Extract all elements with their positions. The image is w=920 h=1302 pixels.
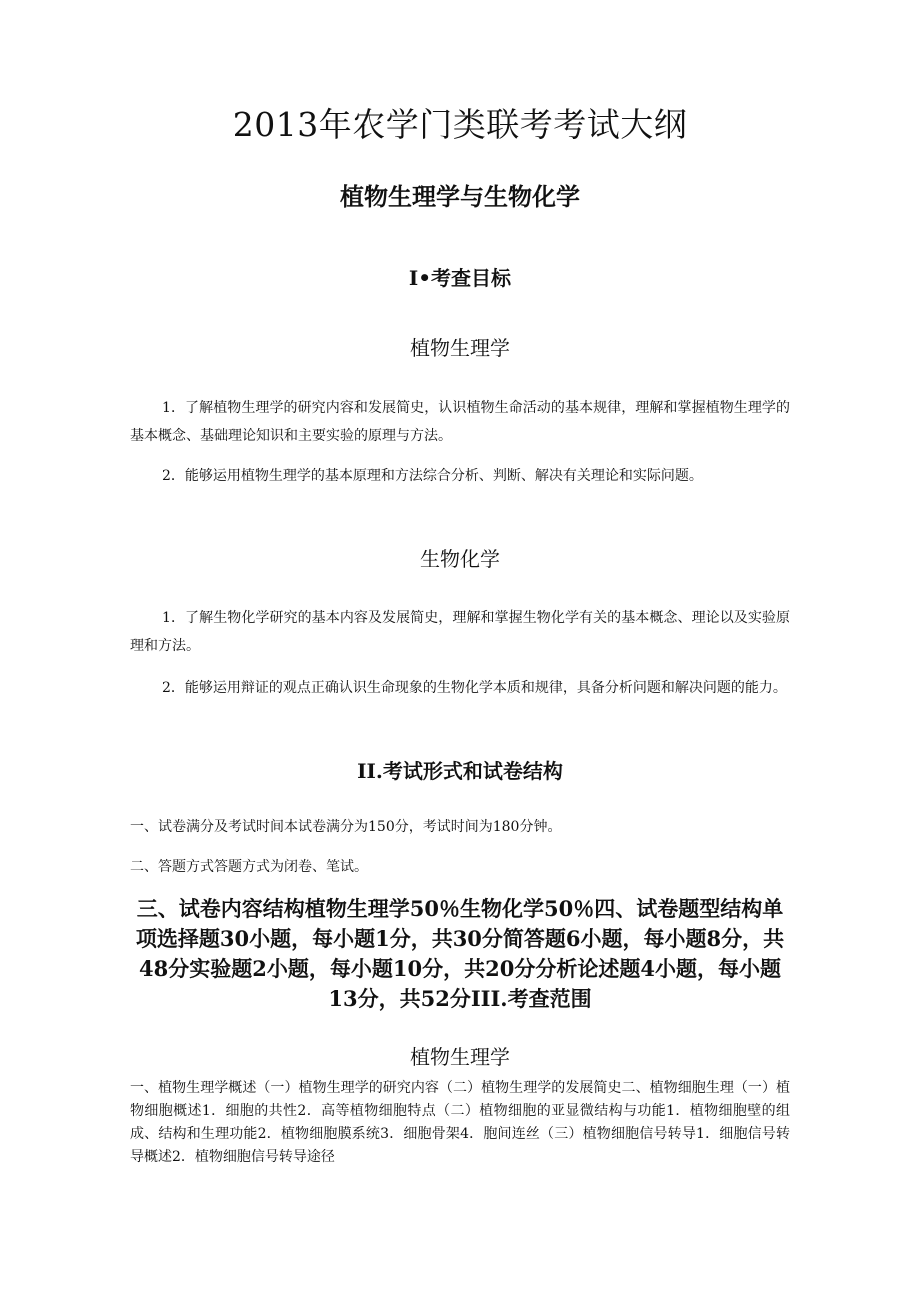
exam-format-line: 一、试卷满分及考试时间本试卷满分为150分，考试时间为180分钟。: [130, 819, 562, 835]
section-heading-exam-format: II.考试形式和试卷结构: [357, 759, 563, 783]
scope-body-text: 一、植物生理学概述（一）植物生理学的研究内容（二）植物生理学的发展简史二、植物细胞生理（一）植物细胞概述1．细胞的共性2．高等植物细胞特点（二）植物细胞的亚显微结构与功能1．植物细胞壁的组成、结构和生理功能2．植物细胞膜系统3．细胞骨架4．胞间连丝（三）植物细胞信号转导1．细胞信号转导概述2．植物细胞信号转导途径: [130, 1080, 790, 1165]
subject-heading-scope-plant-physiology: 植物生理学: [410, 1045, 510, 1069]
exam-structure-block: 三、试卷内容结构植物生理学50％生物化学50％四、试卷题型结构单项选择题30小题，每小题1分，共30分简答题6小题，每小题8分，共48分实验题2小题，每小题10分，共20分分析论述题4小题，每小题13分，共52分III.考查范围: [135, 896, 785, 1011]
section-heading-objectives: I•考查目标: [408, 266, 512, 290]
document-title: 2013年农学门类联考考试大纲: [232, 105, 688, 144]
exam-format-line: 二、答题方式答题方式为闭卷、笔试。: [130, 859, 368, 875]
objective-item: 1．了解生物化学研究的基本内容及发展简史，理解和掌握生物化学有关的基本概念、理论以及实验原理和方法。: [130, 610, 790, 654]
objective-item: 1．了解植物生理学的研究内容和发展简史，认识植物生命活动的基本规律，理解和掌握植物生理学的基本概念、基础理论知识和主要实验的原理与方法。: [130, 400, 790, 444]
subject-heading-plant-physiology: 植物生理学: [410, 336, 510, 360]
subject-heading-biochemistry: 生物化学: [420, 547, 500, 571]
document-subtitle: 植物生理学与生物化学: [340, 182, 580, 211]
objective-item: 2．能够运用植物生理学的基本原理和方法综合分析、判断、解决有关理论和实际问题。: [162, 468, 703, 484]
objective-item: 2．能够运用辩证的观点正确认识生命现象的生物化学本质和规律，具备分析问题和解决问题的能力。: [162, 680, 787, 696]
